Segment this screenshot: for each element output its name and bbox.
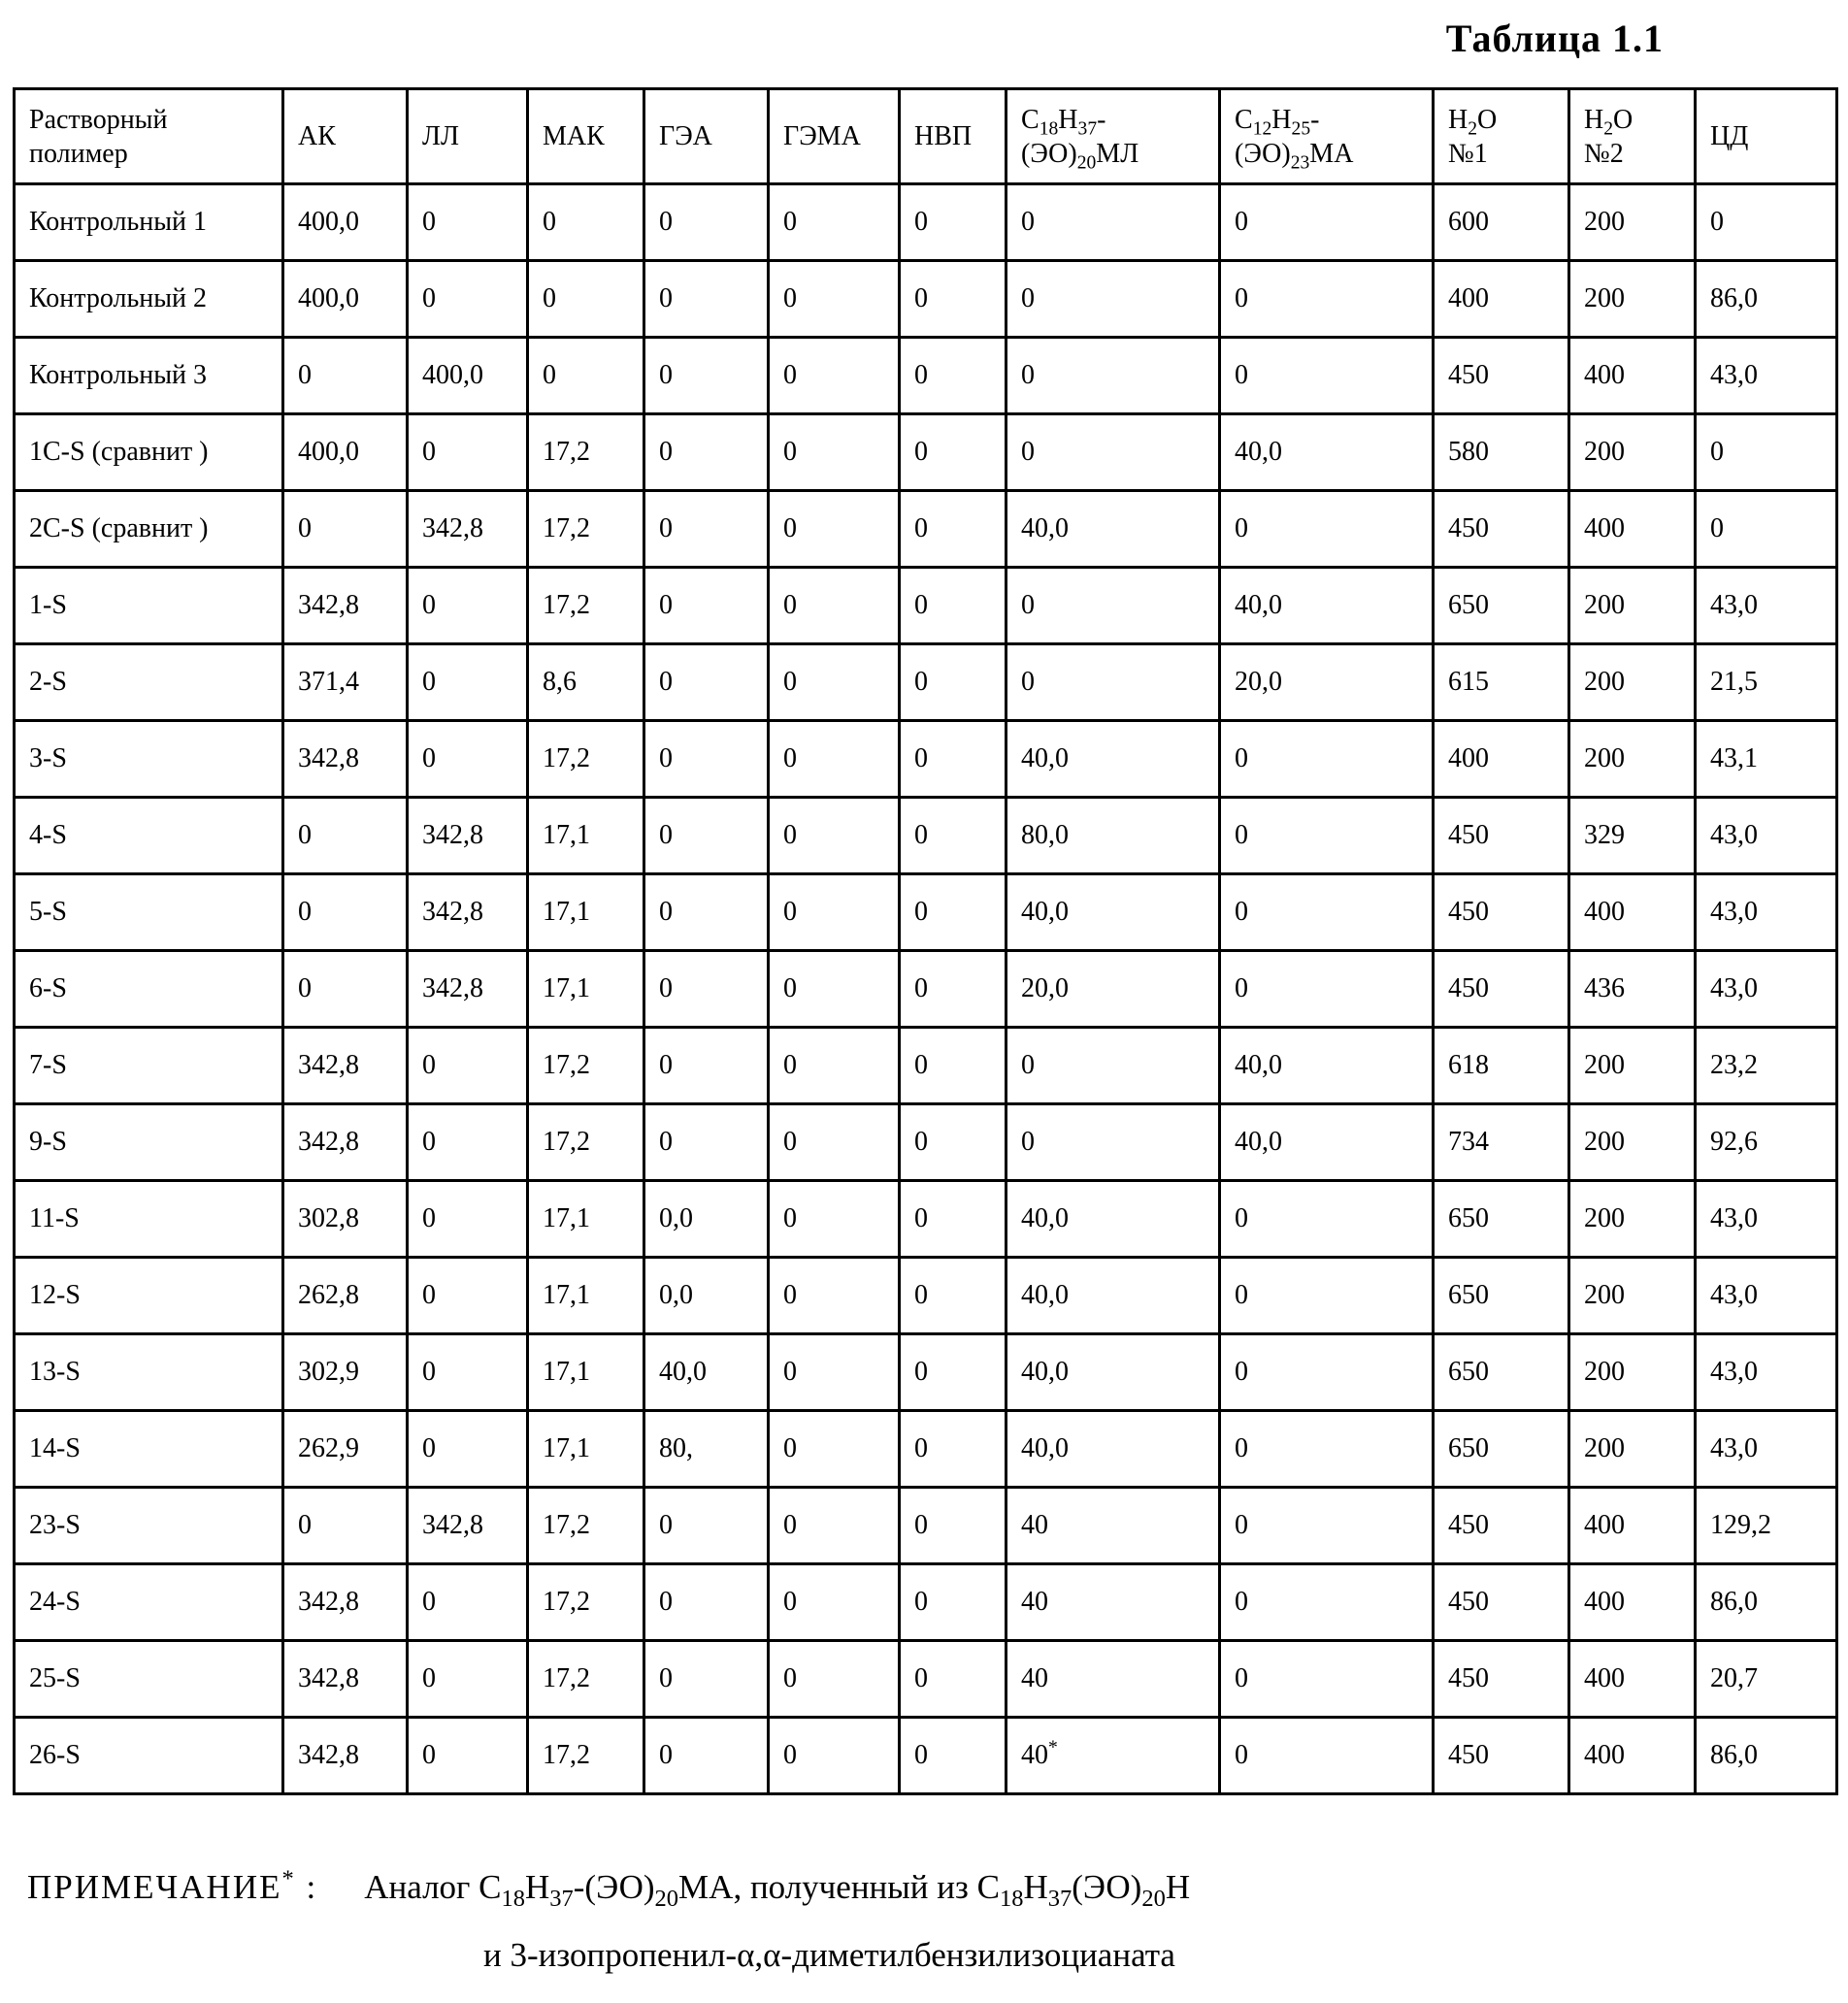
cell: 0 xyxy=(769,491,900,568)
cell: 200 xyxy=(1569,568,1696,644)
row-label: 14-S xyxy=(15,1411,283,1488)
row-label: 2-S xyxy=(15,644,283,721)
cell: 200 xyxy=(1569,261,1696,338)
cell: 0 xyxy=(408,644,528,721)
table-row xyxy=(15,1258,1837,1334)
cell: 17,1 xyxy=(528,1258,644,1334)
cell: 0 xyxy=(769,1411,900,1488)
row-label: 6-S xyxy=(15,951,283,1028)
cell: 8,6 xyxy=(528,644,644,721)
cell: 0 xyxy=(900,798,1006,874)
table-row xyxy=(15,414,1837,491)
cell: 450 xyxy=(1434,1641,1569,1718)
cell: 0 xyxy=(1220,1564,1434,1641)
cell: 450 xyxy=(1434,798,1569,874)
cell: 0 xyxy=(769,1564,900,1641)
cell: 342,8 xyxy=(408,951,528,1028)
cell: 0 xyxy=(769,1181,900,1258)
cell: 400 xyxy=(1569,1641,1696,1718)
cell: 400,0 xyxy=(283,184,408,261)
cell: 0 xyxy=(644,951,769,1028)
cell: 43,0 xyxy=(1696,1181,1837,1258)
cell: 43,0 xyxy=(1696,568,1837,644)
cell: 0 xyxy=(644,1564,769,1641)
cell: 0 xyxy=(644,874,769,951)
cell: 450 xyxy=(1434,951,1569,1028)
cell: 0 xyxy=(769,951,900,1028)
cell: 43,0 xyxy=(1696,1258,1837,1334)
cell: 302,9 xyxy=(283,1334,408,1411)
cell: 0 xyxy=(283,338,408,414)
cell: 0 xyxy=(1220,338,1434,414)
cell: 0 xyxy=(900,1564,1006,1641)
cell: 450 xyxy=(1434,1564,1569,1641)
cell: 0 xyxy=(408,414,528,491)
page-title: Таблица 1.1 xyxy=(1445,16,1664,60)
cell: 17,1 xyxy=(528,1181,644,1258)
table-row xyxy=(15,184,1837,261)
cell: 0 xyxy=(900,721,1006,798)
table-row xyxy=(15,1028,1837,1104)
cell: 40,0 xyxy=(1220,414,1434,491)
cell: 17,2 xyxy=(528,568,644,644)
cell: 0,0 xyxy=(644,1181,769,1258)
cell: 0 xyxy=(1006,1028,1220,1104)
cell: 43,0 xyxy=(1696,874,1837,951)
cell: 20,7 xyxy=(1696,1641,1837,1718)
cell: 0 xyxy=(1220,721,1434,798)
cell: 40,0 xyxy=(1006,874,1220,951)
cell: 40 xyxy=(1006,1564,1220,1641)
cell: 0 xyxy=(900,951,1006,1028)
cell: 0 xyxy=(1220,798,1434,874)
cell: 200 xyxy=(1569,414,1696,491)
table-header xyxy=(15,89,1837,184)
table-row xyxy=(15,491,1837,568)
cell: 40,0 xyxy=(1220,568,1434,644)
cell: 40,0 xyxy=(1220,1104,1434,1181)
cell: 0 xyxy=(408,1258,528,1334)
cell: 200 xyxy=(1569,1411,1696,1488)
row-label: 1-S xyxy=(15,568,283,644)
cell: 0 xyxy=(644,1641,769,1718)
cell: 0 xyxy=(900,1411,1006,1488)
footnote-text-1: Аналог $C_{18}H_{37}-(ЭО)_{20}МА$, полученный из $C_{18}H_{37}(ЭО)_{20}Н$ xyxy=(364,1868,1191,1912)
cell: 0 xyxy=(408,1181,528,1258)
cell: 0 xyxy=(1220,184,1434,261)
column-header-c18h37-eo20: $C_{18}H_{37}-$ $(ЭО)_{20}МЛ$ xyxy=(1006,89,1220,184)
footnote xyxy=(27,1865,1823,1975)
cell: 400 xyxy=(1569,338,1696,414)
cell: 0 xyxy=(408,1334,528,1411)
cell: 342,8 xyxy=(283,1641,408,1718)
cell: 0 xyxy=(644,184,769,261)
cell: 329 xyxy=(1569,798,1696,874)
cell: 86,0 xyxy=(1696,1718,1837,1794)
cell: 40,0 xyxy=(1006,1411,1220,1488)
column-header-polymer: Растворный полимер xyxy=(15,89,283,184)
cell: 40,0 xyxy=(1006,721,1220,798)
cell: 0 xyxy=(769,184,900,261)
cell: 400,0 xyxy=(408,338,528,414)
cell: 0 xyxy=(1220,1641,1434,1718)
cell: 0 xyxy=(644,261,769,338)
cell: 40,0 xyxy=(644,1334,769,1411)
column-header-nvp: НВП xyxy=(900,89,1006,184)
cell: 17,2 xyxy=(528,1104,644,1181)
cell: 0 xyxy=(900,568,1006,644)
cell: 0 xyxy=(769,1104,900,1181)
cell: 450 xyxy=(1434,1718,1569,1794)
cell: 0 xyxy=(1220,1258,1434,1334)
table-row xyxy=(15,1181,1837,1258)
row-label: Контрольный 1 xyxy=(15,184,283,261)
table-row xyxy=(15,338,1837,414)
cell: 200 xyxy=(1569,644,1696,721)
cell: 400,0 xyxy=(283,414,408,491)
cell: 342,8 xyxy=(408,491,528,568)
cell: 0 xyxy=(528,338,644,414)
cell: 0 xyxy=(1220,1181,1434,1258)
table-row xyxy=(15,644,1837,721)
row-label: Контрольный 3 xyxy=(15,338,283,414)
cell: 43,0 xyxy=(1696,951,1837,1028)
cell: 40,0 xyxy=(1006,1181,1220,1258)
row-label: 23-S xyxy=(15,1488,283,1564)
cell: 17,2 xyxy=(528,491,644,568)
cell: 342,8 xyxy=(283,1028,408,1104)
cell: 0 xyxy=(900,1641,1006,1718)
cell: 436 xyxy=(1569,951,1696,1028)
cell: 342,8 xyxy=(283,568,408,644)
column-header-h2o-1: $Н_2О$ №1 xyxy=(1434,89,1569,184)
cell: 0 xyxy=(900,644,1006,721)
row-label: 13-S xyxy=(15,1334,283,1411)
cell: 0 xyxy=(1696,414,1837,491)
cell: 0 xyxy=(644,568,769,644)
cell: 450 xyxy=(1434,338,1569,414)
cell: 0 xyxy=(1220,951,1434,1028)
cell: 0 xyxy=(528,261,644,338)
cell: 0 xyxy=(408,1104,528,1181)
row-label: 3-S xyxy=(15,721,283,798)
cell: 450 xyxy=(1434,874,1569,951)
table-row xyxy=(15,1334,1837,1411)
cell: 40,0 xyxy=(1006,1334,1220,1411)
cell: 0 xyxy=(408,1411,528,1488)
table-row xyxy=(15,1564,1837,1641)
cell: 80,0 xyxy=(1006,798,1220,874)
cell: 0 xyxy=(900,414,1006,491)
cell: 0 xyxy=(900,491,1006,568)
row-label: 1C-S (сравнит ) xyxy=(15,414,283,491)
cell: 17,2 xyxy=(528,721,644,798)
cell: 0 xyxy=(1220,1334,1434,1411)
cell: 0 xyxy=(408,721,528,798)
column-header-h2o-2: $Н_2О$ №2 xyxy=(1569,89,1696,184)
row-label: 25-S xyxy=(15,1641,283,1718)
row-label: 24-S xyxy=(15,1564,283,1641)
cell: 0 xyxy=(644,1104,769,1181)
cell: 0 xyxy=(1220,261,1434,338)
cell: 17,2 xyxy=(528,1028,644,1104)
cell: 0 xyxy=(769,568,900,644)
cell: 0 xyxy=(769,644,900,721)
table-row xyxy=(15,568,1837,644)
cell: 615 xyxy=(1434,644,1569,721)
cell: 0 xyxy=(1220,874,1434,951)
cell: 400 xyxy=(1569,1718,1696,1794)
cell: 0 xyxy=(1006,568,1220,644)
cell: 734 xyxy=(1434,1104,1569,1181)
cell: 342,8 xyxy=(283,1718,408,1794)
cell: 400 xyxy=(1569,1564,1696,1641)
cell: 40,0 xyxy=(1220,1028,1434,1104)
cell: 43,0 xyxy=(1696,798,1837,874)
cell: 0 xyxy=(408,1718,528,1794)
cell: 21,5 xyxy=(1696,644,1837,721)
cell: 0 xyxy=(408,1564,528,1641)
table-row xyxy=(15,721,1837,798)
cell: 400 xyxy=(1569,491,1696,568)
table-row xyxy=(15,1718,1837,1794)
cell: 80, xyxy=(644,1411,769,1488)
cell: 0 xyxy=(900,1334,1006,1411)
cell: 0 xyxy=(644,1718,769,1794)
cell: 0 xyxy=(1006,261,1220,338)
cell: 86,0 xyxy=(1696,1564,1837,1641)
cell: 17,1 xyxy=(528,1411,644,1488)
cell: 0 xyxy=(644,644,769,721)
column-header-ll: ЛЛ xyxy=(408,89,528,184)
table-row xyxy=(15,874,1837,951)
table-row xyxy=(15,798,1837,874)
row-label: 5-S xyxy=(15,874,283,951)
cell: 400 xyxy=(1569,874,1696,951)
cell: 0 xyxy=(528,184,644,261)
cell: 650 xyxy=(1434,1411,1569,1488)
cell: 0 xyxy=(900,184,1006,261)
cell: 0 xyxy=(900,1488,1006,1564)
cell: 0 xyxy=(644,338,769,414)
cell: 17,2 xyxy=(528,1564,644,1641)
cell: 0 xyxy=(1696,491,1837,568)
cell: 0 xyxy=(769,1334,900,1411)
polymer-composition-table xyxy=(13,87,1838,1795)
cell: 0 xyxy=(408,1641,528,1718)
column-header-mak: МАК xyxy=(528,89,644,184)
cell: 0 xyxy=(283,798,408,874)
cell: 262,8 xyxy=(283,1258,408,1334)
cell: 23,2 xyxy=(1696,1028,1837,1104)
column-header-ak: АК xyxy=(283,89,408,184)
cell: 400 xyxy=(1434,261,1569,338)
cell: 0 xyxy=(1220,1411,1434,1488)
row-label: 26-S xyxy=(15,1718,283,1794)
footnote-text-2: и 3-изопропенил-α,α-диметилбензилизоцианата xyxy=(483,1936,1175,1974)
cell: 40,0 xyxy=(1006,491,1220,568)
cell: 43,0 xyxy=(1696,338,1837,414)
cell: 0 xyxy=(769,261,900,338)
cell: 0 xyxy=(408,184,528,261)
cell: 17,1 xyxy=(528,951,644,1028)
cell: 40 xyxy=(1006,1641,1220,1718)
cell: 0 xyxy=(769,338,900,414)
cell: 0 xyxy=(408,261,528,338)
cell: 0 xyxy=(1006,1104,1220,1181)
row-label: 7-S xyxy=(15,1028,283,1104)
cell: 0 xyxy=(900,1258,1006,1334)
cell: 342,8 xyxy=(408,1488,528,1564)
cell: 600 xyxy=(1434,184,1569,261)
cell: 40,0 xyxy=(1006,1258,1220,1334)
cell: 200 xyxy=(1569,184,1696,261)
cell: 0 xyxy=(900,1104,1006,1181)
table-row xyxy=(15,1411,1837,1488)
table-row xyxy=(15,1641,1837,1718)
cell: 650 xyxy=(1434,1334,1569,1411)
cell: 40 xyxy=(1006,1488,1220,1564)
cell: 200 xyxy=(1569,1258,1696,1334)
header-row xyxy=(15,89,1837,184)
cell: 43,0 xyxy=(1696,1334,1837,1411)
cell: 0 xyxy=(644,491,769,568)
cell: 0 xyxy=(900,338,1006,414)
row-label: Контрольный 2 xyxy=(15,261,283,338)
table-row xyxy=(15,1104,1837,1181)
cell: 342,8 xyxy=(283,1104,408,1181)
cell: 580 xyxy=(1434,414,1569,491)
cell: 92,6 xyxy=(1696,1104,1837,1181)
cell: 650 xyxy=(1434,1181,1569,1258)
cell: 0 xyxy=(283,951,408,1028)
table-body xyxy=(15,184,1837,1794)
cell: 371,4 xyxy=(283,644,408,721)
cell: 20,0 xyxy=(1220,644,1434,721)
cell: 43,1 xyxy=(1696,721,1837,798)
cell: 17,2 xyxy=(528,1718,644,1794)
cell: 0 xyxy=(1220,1718,1434,1794)
cell: 0 xyxy=(900,1028,1006,1104)
cell: 17,2 xyxy=(528,1641,644,1718)
cell: 262,9 xyxy=(283,1411,408,1488)
cell: 200 xyxy=(1569,721,1696,798)
column-header-c12h25-eo23: $C_{12}H_{25}-$ $(ЭО)_{23}МА$ xyxy=(1220,89,1434,184)
cell: 0 xyxy=(408,1028,528,1104)
cell: 17,1 xyxy=(528,798,644,874)
column-header-gea: ГЭА xyxy=(644,89,769,184)
table-row xyxy=(15,261,1837,338)
cell: 0 xyxy=(644,798,769,874)
cell: 0 xyxy=(1006,338,1220,414)
cell: 342,8 xyxy=(283,721,408,798)
footnote-label: ПРИМЕЧАНИЕ* : xyxy=(27,1865,318,1906)
cell: 200 xyxy=(1569,1028,1696,1104)
cell: 0 xyxy=(283,874,408,951)
cell: 0 xyxy=(408,568,528,644)
row-label: 2C-S (сравнит ) xyxy=(15,491,283,568)
cell: 17,1 xyxy=(528,1334,644,1411)
cell: 0 xyxy=(769,1718,900,1794)
cell: 450 xyxy=(1434,491,1569,568)
cell: 400 xyxy=(1434,721,1569,798)
cell: 0 xyxy=(644,1028,769,1104)
cell: 0 xyxy=(769,414,900,491)
cell: 0 xyxy=(1220,1488,1434,1564)
cell: 400,0 xyxy=(283,261,408,338)
cell: 0 xyxy=(769,1028,900,1104)
row-label: 4-S xyxy=(15,798,283,874)
cell: 0 xyxy=(1006,644,1220,721)
cell: 650 xyxy=(1434,1258,1569,1334)
cell: 618 xyxy=(1434,1028,1569,1104)
cell: 0 xyxy=(283,491,408,568)
cell: 0 xyxy=(769,874,900,951)
cell: 86,0 xyxy=(1696,261,1837,338)
cell: 0,0 xyxy=(644,1258,769,1334)
table-row xyxy=(15,1488,1837,1564)
cell: 0 xyxy=(900,1181,1006,1258)
cell: 0 xyxy=(283,1488,408,1564)
cell: 0 xyxy=(644,721,769,798)
cell: 200 xyxy=(1569,1334,1696,1411)
cell: 17,2 xyxy=(528,1488,644,1564)
cell: 342,8 xyxy=(283,1564,408,1641)
column-header-gema: ГЭМА xyxy=(769,89,900,184)
cell: 0 xyxy=(769,1488,900,1564)
row-label: 12-S xyxy=(15,1258,283,1334)
cell: 43,0 xyxy=(1696,1411,1837,1488)
cell: 650 xyxy=(1434,568,1569,644)
cell: 20,0 xyxy=(1006,951,1220,1028)
cell: 0 xyxy=(900,1718,1006,1794)
cell: 17,2 xyxy=(528,414,644,491)
cell: 342,8 xyxy=(408,798,528,874)
cell: 0 xyxy=(644,414,769,491)
cell: 0 xyxy=(769,721,900,798)
cell: 0 xyxy=(1006,184,1220,261)
row-label: 9-S xyxy=(15,1104,283,1181)
cell: 129,2 xyxy=(1696,1488,1837,1564)
cell: 17,1 xyxy=(528,874,644,951)
cell: 0 xyxy=(769,1258,900,1334)
cell: 0 xyxy=(1220,491,1434,568)
cell: 0 xyxy=(769,1641,900,1718)
cell: 0 xyxy=(900,261,1006,338)
cell: 400 xyxy=(1569,1488,1696,1564)
cell: 0 xyxy=(644,1488,769,1564)
cell: 302,8 xyxy=(283,1181,408,1258)
cell: 40* xyxy=(1006,1718,1220,1794)
cell: 0 xyxy=(1006,414,1220,491)
cell: 200 xyxy=(1569,1181,1696,1258)
cell: 0 xyxy=(1696,184,1837,261)
row-label: 11-S xyxy=(15,1181,283,1258)
footnote-line-1 xyxy=(27,1865,1823,1912)
cell: 0 xyxy=(900,874,1006,951)
cell: 450 xyxy=(1434,1488,1569,1564)
cell: 200 xyxy=(1569,1104,1696,1181)
cell: 0 xyxy=(769,798,900,874)
cell: 342,8 xyxy=(408,874,528,951)
table-row xyxy=(15,951,1837,1028)
column-header-cd: ЦД xyxy=(1696,89,1837,184)
